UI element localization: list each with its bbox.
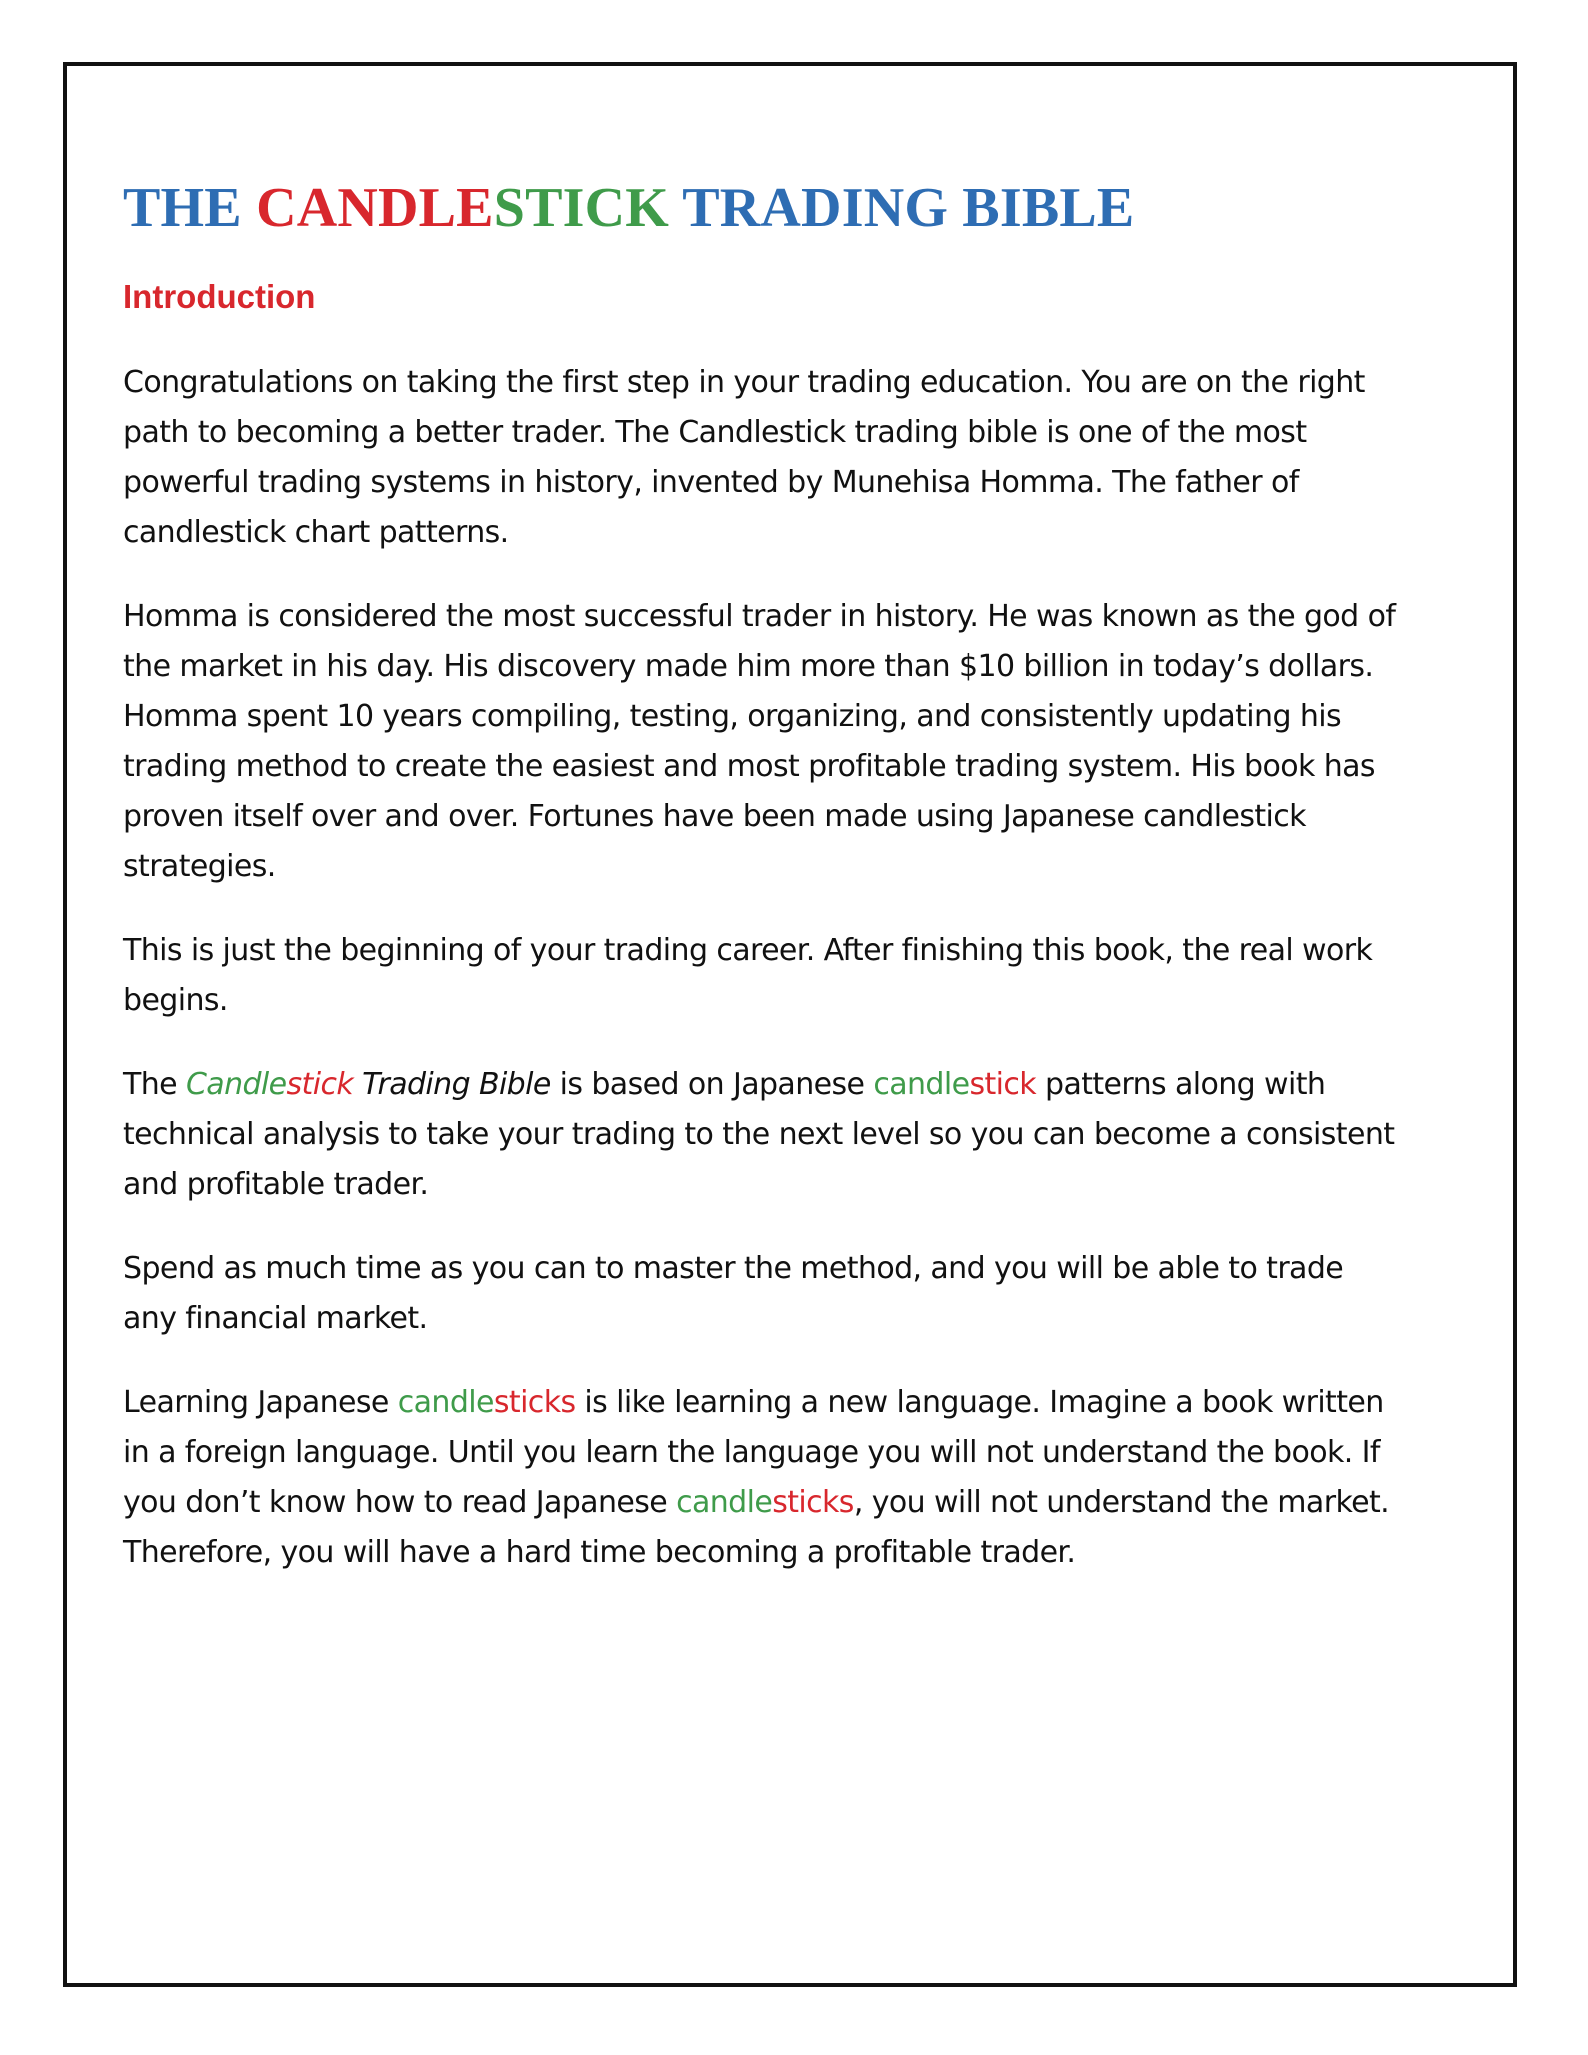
keyword-sticks: sticks <box>493 1385 576 1421</box>
keyword-candle: candle <box>676 1485 773 1521</box>
title-the: THE <box>123 177 257 239</box>
title-trading-bible: TRADING BIBLE <box>669 177 1135 239</box>
keyword-candle: candle <box>873 1067 970 1103</box>
document-body <box>123 176 1403 1612</box>
paragraph-4 <box>123 1060 1403 1210</box>
keyword-candle: candle <box>397 1385 494 1421</box>
book-title <box>186 1067 551 1102</box>
paragraph-6 <box>123 1378 1403 1578</box>
p6-text-1: Learning Japanese <box>123 1385 398 1421</box>
p4-text-1: The <box>123 1067 186 1103</box>
book-title-candle: Candle <box>185 1067 287 1103</box>
title-stick: STICK <box>493 177 670 239</box>
book-title-stick: stick <box>286 1067 354 1103</box>
keyword-sticks: sticks <box>772 1485 854 1521</box>
paragraph-2: Homma is considered the most successful trader in history. He was known as the god of the market in his day. His discovery made him more than $10 billion in today’s dollars. Homma spent 10 years compiling, testing, organizing, and consistently updating his trading method to create the easiest and most profitable trading system. His book has proven itself over and over. Fortunes have been made using Japanese candlestick strategies. <box>123 599 1396 885</box>
paragraph-5: Spend as much time as you can to master the method, and you will be able to trade any financial market. <box>123 1251 1344 1337</box>
title-candle: CANDLE <box>256 177 494 239</box>
paragraph-3: This is just the beginning of your trading career. After finishing this book, the real work begins. <box>123 933 1373 1019</box>
document-title <box>123 176 1403 240</box>
p6-text-3: , you will not understand the market. Therefore, you will have a hard time becoming a profitable trader. <box>123 1485 1390 1571</box>
paragraph-1: Congratulations on taking the first step in your trading education. You are on the right path to becoming a better trader. The Candlestick trading bible is one of the most powerful trading systems in history, invented by Munehisa Homma. The father of candlestick chart patterns. <box>123 365 1365 551</box>
section-heading-introduction: Introduction <box>123 278 316 316</box>
p4-text-2: is based on Japanese <box>550 1067 874 1103</box>
p4-text-3: patterns along with technical analysis to take your trading to the next level so you can become a consistent and profitable trader. <box>123 1067 1395 1203</box>
keyword-stick: stick <box>969 1067 1037 1103</box>
book-title-rest: Trading Bible <box>353 1067 551 1103</box>
p6-text-2: is like learning a new language. Imagine a book written in a foreign language. Until you learn the language you will not understand the book. If you don’t know how to read Japanese <box>123 1385 1384 1521</box>
